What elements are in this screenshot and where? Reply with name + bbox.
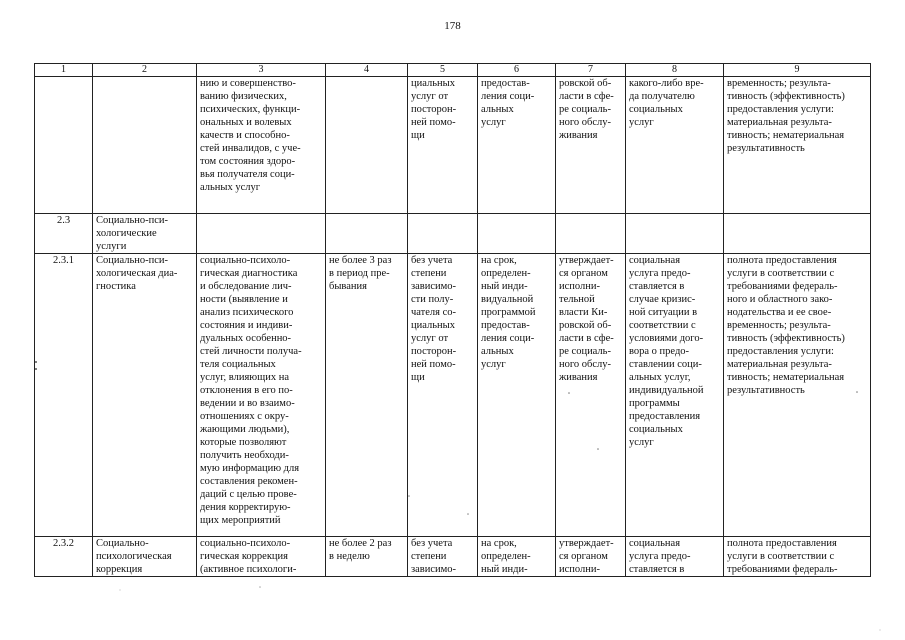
table-row-2-3-2 bbox=[35, 537, 871, 577]
cell-number: 2.3.2 bbox=[35, 537, 93, 577]
table-row-2-3 bbox=[35, 214, 871, 254]
cell-term bbox=[478, 214, 556, 254]
col-header-7: 7 bbox=[556, 64, 626, 77]
cell-dependency: без учета степени зависимо- bbox=[408, 537, 478, 577]
col-header-5: 5 bbox=[408, 64, 478, 77]
cell-quality-indicators bbox=[724, 214, 871, 254]
col-header-2: 2 bbox=[93, 64, 197, 77]
cell-dependency: без учета степени зависимо- сти полу- чателя со- циальных услуг от посторон- ней помо- щи bbox=[408, 254, 478, 537]
cell-service-name: Социально-пси- хологическая диа- гностика bbox=[93, 254, 197, 537]
cell-dependency bbox=[408, 214, 478, 254]
cell-quality-indicators: временность; результа- тивность (эффективность) предоставления услуги: материальная результа- тивность; нематериальная результативность bbox=[724, 77, 871, 214]
cell-quality-indicators: полнота предоставления услуги в соответствии с требованиями федераль- bbox=[724, 537, 871, 577]
cell-dependency: циальных услуг от посторон- ней помо- щи bbox=[408, 77, 478, 214]
col-header-1: 1 bbox=[35, 64, 93, 77]
cell-tariff bbox=[556, 214, 626, 254]
col-header-4: 4 bbox=[326, 64, 408, 77]
column-number-header-row bbox=[35, 64, 871, 77]
col-header-3: 3 bbox=[197, 64, 326, 77]
cell-conditions: социальная услуга предо- ставляется в bbox=[626, 537, 724, 577]
cell-description: нию и совершенство- ванию физических, психических, функци- ональных и волевых качеств и способно- стей инвалидов, с уче- том состояния здоро- вья получателя соци- альных услуг bbox=[197, 77, 326, 214]
table-row-continued bbox=[35, 77, 871, 214]
cell-number: 2.3 bbox=[35, 214, 93, 254]
cell-description: социально-психоло- гическая диагностика и обследование лич- ности (выявление и анализ психического состояния и индиви- дуальных особенно- стей личности получа- теля социальных услуг, влияющих на отклонения в его по- ведении и во взаимо- отношениях с окру- жающими людьми), которые позволяют получить необходи- мую информацию для составления рекомен- даций с целью прове- дения корректирую- щих мероприятий bbox=[197, 254, 326, 537]
cell-tariff: ровской об- ласти в сфе- ре социаль- ного обслу- живания bbox=[556, 77, 626, 214]
cell-service-name: Социально- психологическая коррекция bbox=[93, 537, 197, 577]
col-header-9: 9 bbox=[724, 64, 871, 77]
cell-quality-indicators: полнота предоставления услуги в соответствии с требованиями федераль- ного и областного зако- нодательства и ее свое- временность; результа- тивность (эффективность) предоставления услуги: материальная результа- тивность; нематериальная результативность bbox=[724, 254, 871, 537]
cell-description bbox=[197, 214, 326, 254]
page-number: 178 bbox=[444, 20, 461, 32]
cell-tariff: утверждает- ся органом исполни- тельной власти Ки- ровской об- ласти в сфе- ре социаль- ного обслу- живания bbox=[556, 254, 626, 537]
cell-number: 2.3.1 bbox=[35, 254, 93, 537]
cell-frequency bbox=[326, 214, 408, 254]
cell-frequency: не более 3 раз в период пре- бывания bbox=[326, 254, 408, 537]
cell-term: предостав- ления соци- альных услуг bbox=[478, 77, 556, 214]
cell-conditions: социальная услуга предо- ставляется в случае кризис- ной ситуации в соответствии с условиями дого- вора о предо- ставлении соци- альных услуг, индивидуальной программы предоставления социальных услуг bbox=[626, 254, 724, 537]
table-row-2-3-1 bbox=[35, 254, 871, 537]
cell-term: на срок, определен- ный инди- видуальной программой предостав- ления соци- альных услуг bbox=[478, 254, 556, 537]
services-table bbox=[34, 63, 871, 577]
col-header-8: 8 bbox=[626, 64, 724, 77]
cell-tariff: утверждает- ся органом исполни- bbox=[556, 537, 626, 577]
cell-conditions: какого-либо вре- да получателю социальных услуг bbox=[626, 77, 724, 214]
cell-conditions bbox=[626, 214, 724, 254]
cell-service-name: Социально-пси- хологические услуги bbox=[93, 214, 197, 254]
cell-frequency bbox=[326, 77, 408, 214]
cell-frequency: не более 2 раз в неделю bbox=[326, 537, 408, 577]
cell-term: на срок, определен- ный инди- bbox=[478, 537, 556, 577]
cell-service-name bbox=[93, 77, 197, 214]
cell-description: социально-психоло- гическая коррекция (активное психологи- bbox=[197, 537, 326, 577]
col-header-6: 6 bbox=[478, 64, 556, 77]
cell-number bbox=[35, 77, 93, 214]
